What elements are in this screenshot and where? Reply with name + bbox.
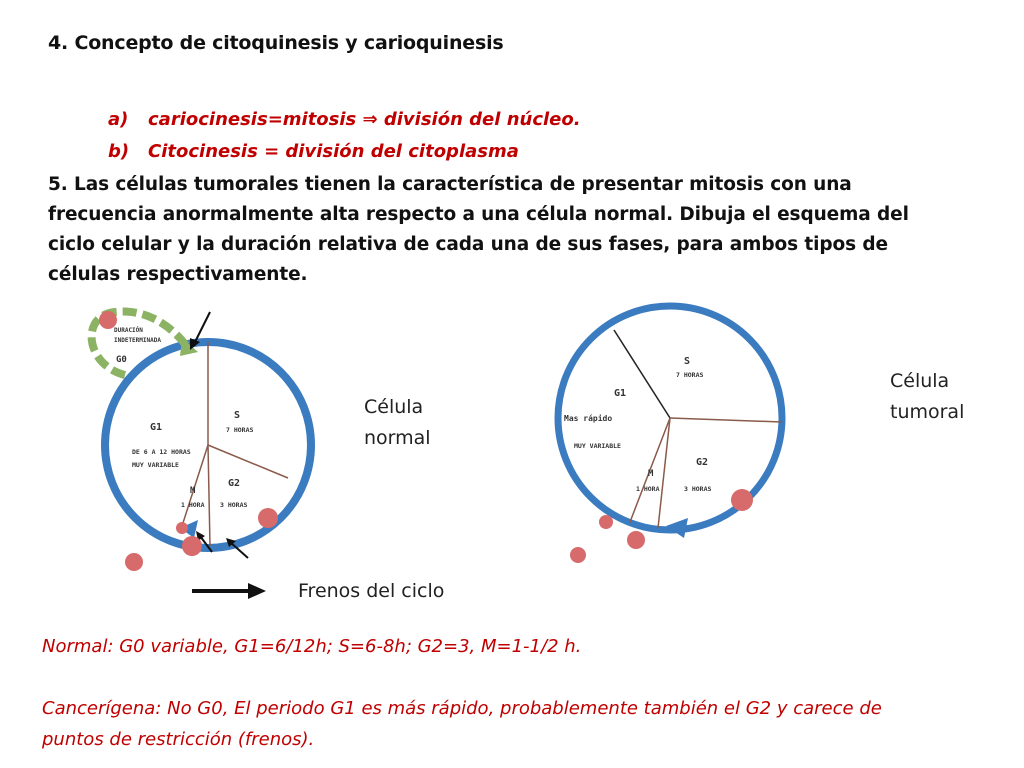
cell-image	[125, 553, 143, 571]
normal-cell-cycle-diagram	[70, 300, 330, 590]
g1-label: G1	[614, 388, 627, 399]
m-duration: 1 HORA	[636, 485, 660, 493]
m-label: M	[190, 486, 196, 496]
list-marker: a)	[108, 109, 129, 130]
g0-label: G0	[116, 355, 127, 365]
normal-cell-caption	[364, 392, 431, 454]
g2-duration: 3 HORAS	[220, 501, 248, 509]
tumor-cell-caption	[890, 366, 964, 428]
definitions-list	[108, 104, 581, 168]
list-text: cariocinesis=mitosis ⇒ división del núcleo.	[148, 109, 581, 130]
footer-line: puntos de restricción (frenos).	[42, 729, 315, 750]
s-label: S	[234, 410, 241, 421]
cell-image	[99, 311, 117, 329]
question-5	[48, 170, 948, 290]
footer-line: Cancerígena: No G0, El periodo G1 es más rápido, probablemente también el G2 y carece de	[42, 698, 882, 719]
phase-divider	[614, 330, 670, 418]
g2-duration: 3 HORAS	[684, 485, 712, 493]
cell-image	[627, 531, 645, 549]
duration-label: DURACIÓN	[114, 327, 143, 334]
g1-variability: MUY VARIABLE	[132, 461, 179, 469]
duration-label: INDETERMINADA	[114, 337, 161, 344]
g2-label: G2	[696, 457, 709, 468]
caption-line: Célula	[364, 396, 424, 418]
cell-image	[176, 522, 188, 534]
cell-image	[731, 489, 753, 511]
section-4-heading: 4. Concepto de citoquinesis y carioquinesis	[48, 32, 504, 54]
cycle-arrowhead	[666, 518, 688, 538]
brake-legend-label: Frenos del ciclo	[298, 580, 445, 602]
phase-divider	[208, 445, 288, 478]
legend-arrow-head	[248, 583, 266, 599]
list-marker: b)	[108, 141, 130, 162]
cell-image	[258, 508, 278, 528]
cell-image	[182, 536, 202, 556]
s-label: S	[684, 356, 691, 367]
m-duration: 1 HORA	[181, 501, 205, 509]
brake-legend-arrow-icon	[190, 580, 270, 602]
tumor-cell-cycle-diagram	[530, 290, 810, 580]
caption-line: normal	[364, 427, 431, 449]
question-line: ciclo celular y la duración relativa de cada una de sus fases, para ambos tipos de	[48, 234, 888, 255]
question-line: células respectivamente.	[48, 264, 308, 285]
question-line: 5. Las células tumorales tienen la característica de presentar mitosis con una	[48, 174, 852, 195]
cell-image	[570, 547, 586, 563]
list-item	[108, 104, 581, 136]
m-label: M	[648, 469, 654, 479]
list-text: Citocinesis = división del citoplasma	[148, 141, 519, 162]
g1-duration: DE 6 A 12 HORAS	[132, 448, 191, 456]
g1-variability: MUY VARIABLE	[574, 442, 621, 450]
caption-line: tumoral	[890, 401, 965, 423]
caption-line: Célula	[890, 370, 950, 392]
footer-normal: Normal: G0 variable, G1=6/12h; S=6-8h; G2=3, M=1-1/2 h.	[42, 636, 582, 657]
s-duration: 7 HORAS	[226, 426, 254, 434]
g1-note: Mas rápido	[564, 414, 613, 423]
s-duration: 7 HORAS	[676, 371, 704, 379]
g1-label: G1	[150, 422, 163, 433]
question-line: frecuencia anormalmente alta respecto a una célula normal. Dibuja el esquema del	[48, 204, 909, 225]
phase-divider	[670, 418, 782, 422]
list-item	[108, 136, 581, 168]
phase-divider	[208, 445, 210, 546]
cell-image	[599, 515, 613, 529]
footer-cancer	[42, 693, 882, 755]
g2-label: G2	[228, 478, 241, 489]
